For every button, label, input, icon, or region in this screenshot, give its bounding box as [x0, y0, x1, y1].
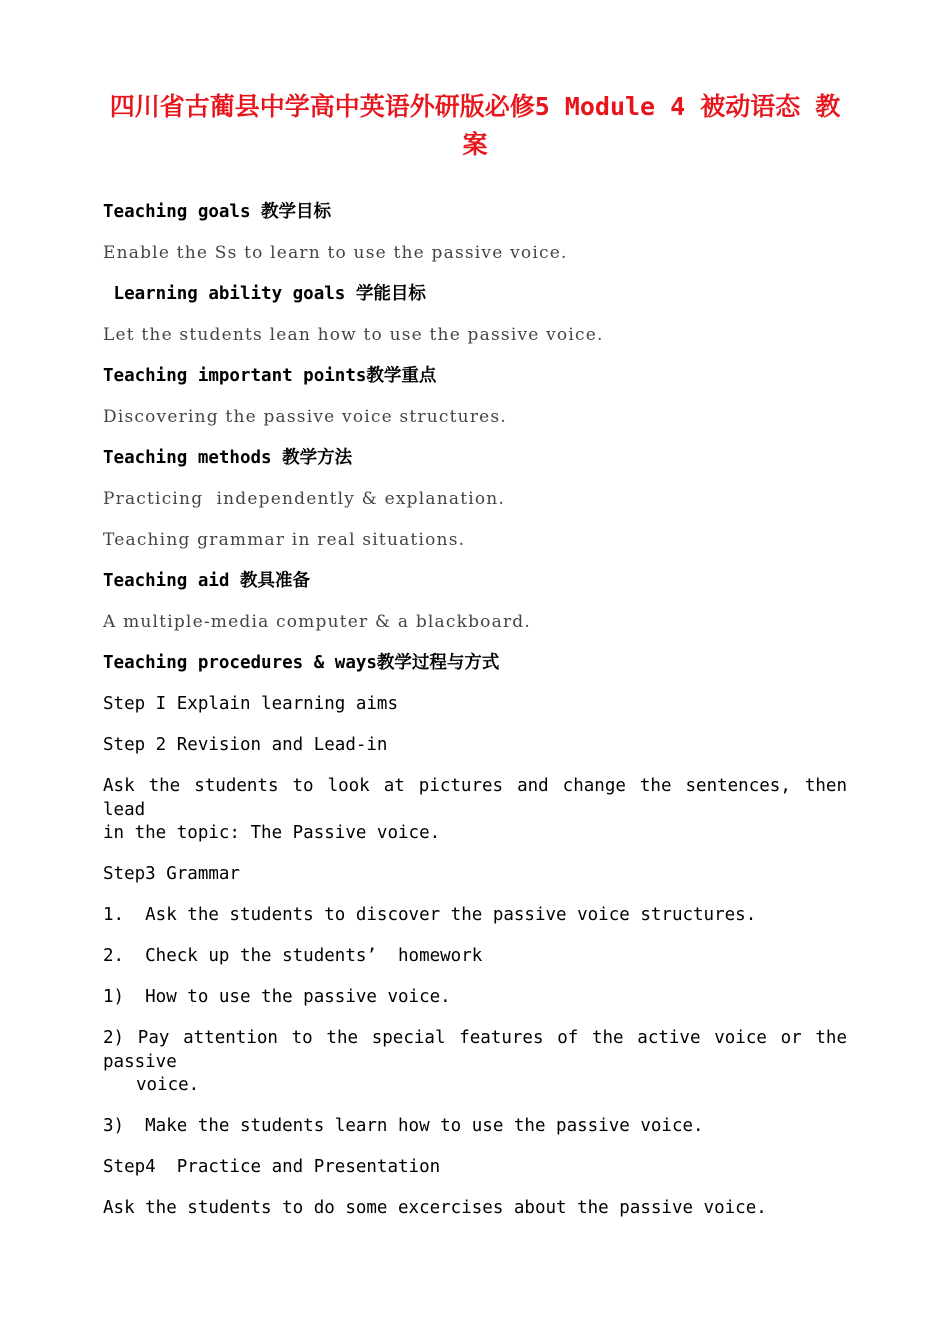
section-body-learning-ability-goals: Let the students lean how to use the passive voice. — [103, 325, 604, 345]
step-1-heading: Step I Explain learning aims — [103, 694, 399, 714]
section-heading-learning-ability-goals: Learning ability goals 学能目标 — [103, 284, 426, 304]
step-3-item-1: 1. Ask the students to discover the passive voice structures. — [103, 905, 757, 925]
document-title: 四川省古蔺县中学高中英语外研版必修5 Module 4 被动语态 教案 — [109, 92, 841, 159]
section-body-important-points: Discovering the passive voice structures. — [103, 407, 507, 427]
step-2-text-line-2: in the topic: The Passive voice. — [103, 823, 441, 843]
step-2-text-line-1: Ask the students to look at pictures and change the sentences, then lead — [103, 776, 847, 820]
step-3-subitem-2-line-2: voice. — [136, 1075, 200, 1095]
step-3-subitem-2-line-1: 2) Pay attention to the special features of the active voice or the passive — [103, 1028, 847, 1072]
section-heading-teaching-methods: Teaching methods 教学方法 — [103, 448, 353, 468]
step-3-subitem-1: 1) How to use the passive voice. — [103, 987, 451, 1007]
section-heading-important-points: Teaching important points教学重点 — [103, 366, 437, 386]
step-4-heading: Step4 Practice and Presentation — [103, 1157, 441, 1177]
section-heading-teaching-goals: Teaching goals 教学目标 — [103, 202, 332, 222]
section-body-teaching-goals: Enable the Ss to learn to use the passive voice. — [103, 243, 568, 263]
step-2-heading: Step 2 Revision and Lead-in — [103, 735, 388, 755]
step-3-heading: Step3 Grammar — [103, 864, 240, 884]
section-body-teaching-aid: A multiple-media computer & a blackboard. — [103, 612, 531, 632]
section-body-teaching-methods-1: Practicing independently & explanation. — [103, 489, 506, 509]
procedures-heading: Teaching procedures & ways教学过程与方式 — [103, 653, 500, 673]
section-body-teaching-methods-2: Teaching grammar in real situations. — [103, 530, 466, 550]
section-heading-teaching-aid: Teaching aid 教具准备 — [103, 571, 310, 591]
step-4-text: Ask the students to do some excercises about the passive voice. — [103, 1198, 767, 1218]
step-3-subitem-3: 3) Make the students learn how to use the passive voice. — [103, 1116, 704, 1136]
step-3-item-2: 2. Check up the students’ homework — [103, 946, 483, 966]
